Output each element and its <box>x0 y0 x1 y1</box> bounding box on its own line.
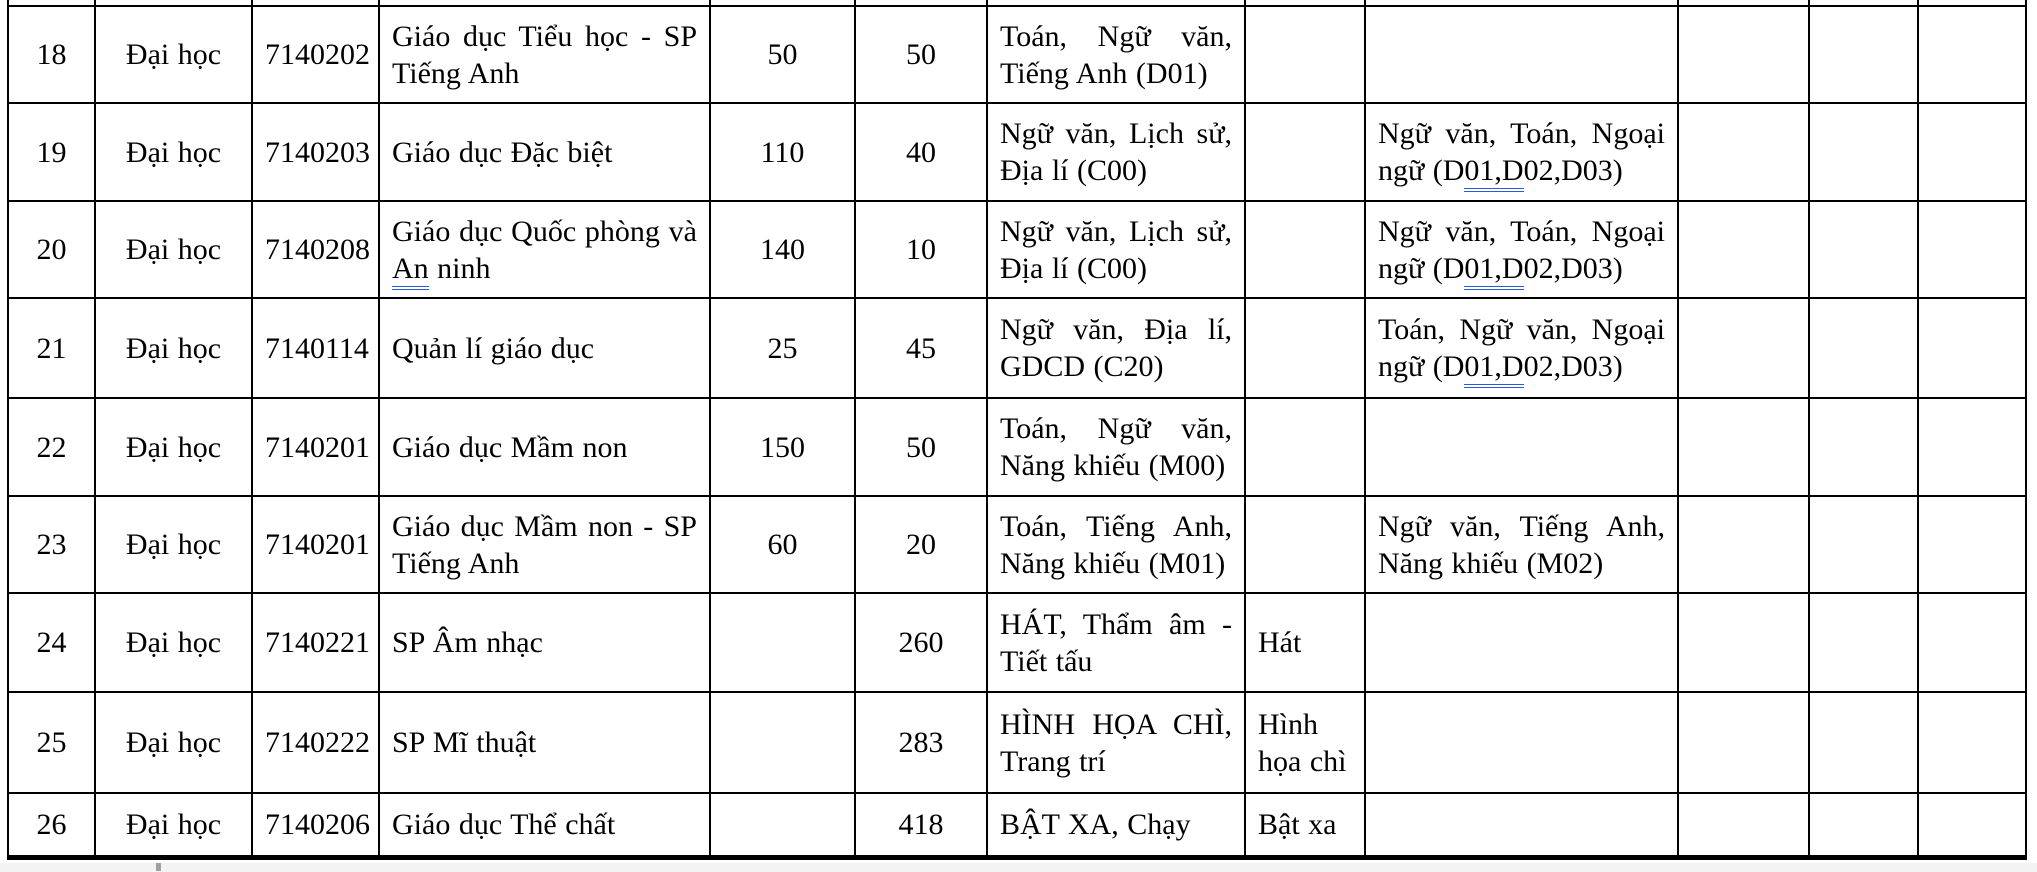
quota-a-cell: 110 <box>710 103 855 201</box>
practical-exam-cell <box>1245 6 1365 103</box>
empty-cell <box>1918 6 2026 103</box>
table-row <box>8 298 2026 398</box>
table-row <box>8 103 2026 201</box>
major-cell: SP Mĩ thuật <box>379 692 710 793</box>
empty-cell <box>1678 496 1809 593</box>
quota-b-cell: 260 <box>855 593 987 692</box>
major-cell: Giáo dục Thể chất <box>379 793 710 857</box>
subjects-cell: Toán, Tiếng Anh, Năng khiếu (M01) <box>987 496 1245 593</box>
table-row <box>8 593 2026 692</box>
level-cell: Đại học <box>95 398 252 496</box>
alt-subjects-cell <box>1365 692 1678 793</box>
practical-exam-cell <box>1245 398 1365 496</box>
quota-a-cell: 140 <box>710 201 855 298</box>
alt-subjects-cell: Toán, Ngữ văn, Ngoại ngữ (D01,D02,D03) <box>1365 298 1678 398</box>
quota-b-cell: 283 <box>855 692 987 793</box>
empty-cell <box>1678 103 1809 201</box>
empty-cell <box>1809 692 1918 793</box>
quota-a-cell <box>710 793 855 857</box>
subjects-cell: HÁT, Thẩm âm - Tiết tấu <box>987 593 1245 692</box>
alt-subjects-cell <box>1365 593 1678 692</box>
empty-cell <box>1809 103 1918 201</box>
alt-subjects-cell <box>1365 793 1678 857</box>
empty-cell <box>1809 793 1918 857</box>
level-cell: Đại học <box>95 496 252 593</box>
spellcheck-underline: An <box>392 252 429 290</box>
code-cell: 7140221 <box>252 593 379 692</box>
row-number-cell: 24 <box>8 593 95 692</box>
row-number-cell: 18 <box>8 6 95 103</box>
quota-b-cell: 20 <box>855 496 987 593</box>
code-cell: 7140206 <box>252 793 379 857</box>
alt-subjects-cell: Ngữ văn, Toán, Ngoại ngữ (D01,D02,D03) <box>1365 103 1678 201</box>
empty-cell <box>1678 593 1809 692</box>
scrollbar-thumb[interactable] <box>156 863 161 871</box>
row-number-cell: 20 <box>8 201 95 298</box>
major-cell: Giáo dục Mầm non <box>379 398 710 496</box>
quota-b-cell: 50 <box>855 6 987 103</box>
quota-b-cell: 45 <box>855 298 987 398</box>
subjects-cell: HÌNH HỌA CHÌ, Trang trí <box>987 692 1245 793</box>
empty-cell <box>1918 298 2026 398</box>
code-cell: 7140202 <box>252 6 379 103</box>
quota-a-cell: 50 <box>710 6 855 103</box>
empty-cell <box>1918 496 2026 593</box>
empty-cell <box>1809 298 1918 398</box>
practical-exam-cell: Hát <box>1245 593 1365 692</box>
empty-cell <box>1678 298 1809 398</box>
quota-a-cell <box>710 692 855 793</box>
row-number-cell: 21 <box>8 298 95 398</box>
quota-a-cell <box>710 593 855 692</box>
major-cell: Quản lí giáo dục <box>379 298 710 398</box>
row-number-cell: 26 <box>8 793 95 857</box>
table-row <box>8 793 2026 857</box>
spellcheck-underline: 01,D <box>1464 350 1523 388</box>
page-bottom-strip <box>0 863 2037 872</box>
code-cell: 7140208 <box>252 201 379 298</box>
code-cell: 7140201 <box>252 398 379 496</box>
empty-cell <box>1809 6 1918 103</box>
table-row <box>8 692 2026 793</box>
level-cell: Đại học <box>95 103 252 201</box>
quota-b-cell: 10 <box>855 201 987 298</box>
level-cell: Đại học <box>95 593 252 692</box>
empty-cell <box>1918 398 2026 496</box>
empty-cell <box>1809 496 1918 593</box>
quota-a-cell: 60 <box>710 496 855 593</box>
subjects-cell: BẬT XA, Chạy <box>987 793 1245 857</box>
quota-b-cell: 40 <box>855 103 987 201</box>
table-body <box>8 0 2026 857</box>
empty-cell <box>1678 793 1809 857</box>
quota-a-cell: 25 <box>710 298 855 398</box>
quota-a-cell: 150 <box>710 398 855 496</box>
empty-cell <box>1678 398 1809 496</box>
empty-cell <box>1809 201 1918 298</box>
empty-cell <box>1918 793 2026 857</box>
subjects-cell: Ngữ văn, Lịch sử, Địa lí (C00) <box>987 201 1245 298</box>
alt-subjects-cell <box>1365 398 1678 496</box>
code-cell: 7140201 <box>252 496 379 593</box>
practical-exam-cell: Hình họa chì <box>1245 692 1365 793</box>
alt-subjects-cell <box>1365 6 1678 103</box>
empty-cell <box>1678 201 1809 298</box>
alt-subjects-cell: Ngữ văn, Tiếng Anh, Năng khiếu (M02) <box>1365 496 1678 593</box>
row-number-cell: 23 <box>8 496 95 593</box>
admissions-table <box>7 0 2027 860</box>
level-cell: Đại học <box>95 692 252 793</box>
practical-exam-cell <box>1245 298 1365 398</box>
table-row <box>8 496 2026 593</box>
major-cell: SP Âm nhạc <box>379 593 710 692</box>
spellcheck-underline: 01,D <box>1464 252 1523 290</box>
major-cell: Giáo dục Mầm non - SP Tiếng Anh <box>379 496 710 593</box>
empty-cell <box>1809 593 1918 692</box>
level-cell: Đại học <box>95 6 252 103</box>
alt-subjects-cell: Ngữ văn, Toán, Ngoại ngữ (D01,D02,D03) <box>1365 201 1678 298</box>
table-row <box>8 398 2026 496</box>
level-cell: Đại học <box>95 298 252 398</box>
level-cell: Đại học <box>95 793 252 857</box>
code-cell: 7140203 <box>252 103 379 201</box>
empty-cell <box>1809 398 1918 496</box>
code-cell: 7140222 <box>252 692 379 793</box>
subjects-cell: Ngữ văn, Địa lí, GDCD (C20) <box>987 298 1245 398</box>
empty-cell <box>1918 692 2026 793</box>
subjects-cell: Toán, Ngữ văn, Tiếng Anh (D01) <box>987 6 1245 103</box>
practical-exam-cell <box>1245 103 1365 201</box>
empty-cell <box>1678 6 1809 103</box>
empty-cell <box>1918 201 2026 298</box>
practical-exam-cell: Bật xa <box>1245 793 1365 857</box>
subjects-cell: Toán, Ngữ văn, Năng khiếu (M00) <box>987 398 1245 496</box>
major-cell: Giáo dục Đặc biệt <box>379 103 710 201</box>
subjects-cell: Ngữ văn, Lịch sử, Địa lí (C00) <box>987 103 1245 201</box>
major-cell: Giáo dục Quốc phòng và An ninh <box>379 201 710 298</box>
level-cell: Đại học <box>95 201 252 298</box>
practical-exam-cell <box>1245 496 1365 593</box>
empty-cell <box>1678 692 1809 793</box>
row-number-cell: 19 <box>8 103 95 201</box>
quota-b-cell: 50 <box>855 398 987 496</box>
table-row <box>8 201 2026 298</box>
row-number-cell: 25 <box>8 692 95 793</box>
code-cell: 7140114 <box>252 298 379 398</box>
table-row <box>8 6 2026 103</box>
empty-cell <box>1918 593 2026 692</box>
practical-exam-cell <box>1245 201 1365 298</box>
quota-b-cell: 418 <box>855 793 987 857</box>
row-number-cell: 22 <box>8 398 95 496</box>
major-cell: Giáo dục Tiểu học - SP Tiếng Anh <box>379 6 710 103</box>
empty-cell <box>1918 103 2026 201</box>
spellcheck-underline: 01,D <box>1464 154 1523 192</box>
